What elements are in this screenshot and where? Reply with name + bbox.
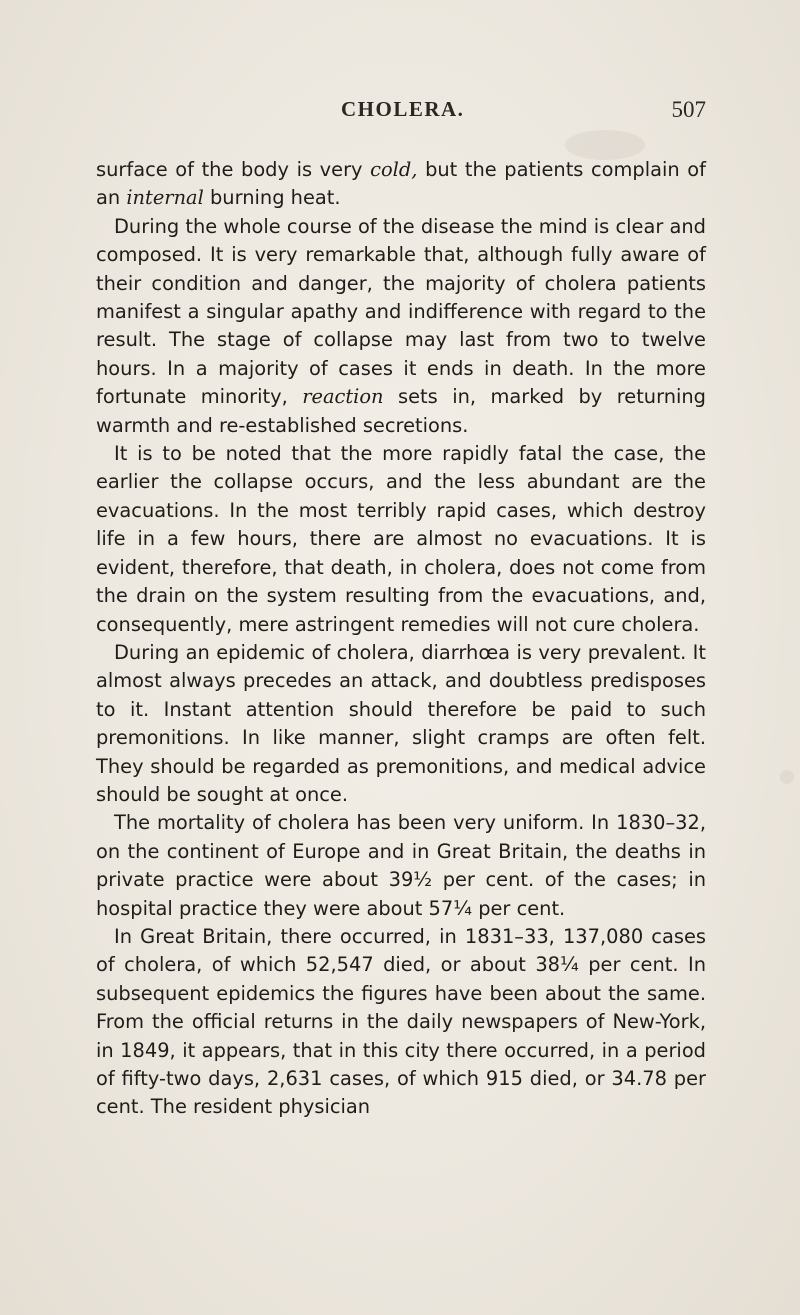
text-run: During the whole course of the disease the mind is clear and composed. It is very remarkable that, although fully aware of their condition and danger, the majority of cholera patients manifest a singular apathy and indifference with regard to the result. The stage of collapse may last from two to twelve hours. In a majority of cases it ends in death. In the more fortunate minority, [96,214,706,409]
text-run: surface of the body is very [96,158,371,181]
paragraph: In Great Britain, there occurred, in 1831–33, 137,080 cases of cholera, of which 52,547 died, or about 38¼ per cent. In subsequent epidemics the figures have been about the same. From the official returns in the daily newspapers of New-York, in 1849, it appears, that in this city there occurred, in a period of fifty-two days, 2,631 cases, of which 915 died, or 34.78 per cent. The resident physician [96,924,706,1119]
paragraph [96,156,706,213]
paragraph: During an epidemic of cholera, diarrhœa is very prevalent. It almost always precedes an attack, and doubtless predisposes to it. Instant attention should therefore be paid to such premonitions. In like manner, slight cramps are often felt. They should be regarded as premonitions, and medical advice should be sought at once. [96,640,706,806]
text-run: but the patients complain of an [96,158,706,210]
italic-text: cold, [370,158,418,181]
paragraph [96,213,706,440]
text-run: sets in, marked by returning warmth and re-established secretions. [96,385,706,437]
running-head [96,97,706,127]
paragraph: It is to be noted that the more rapidly fatal the case, the earlier the collapse occurs, and the less abundant are the evacuations. In the most terribly rapid cases, which destroy life in a few hours, there are almost no evacuations. It is evident, therefore, that death, in cholera, does not come from the drain on the system resulting from the evacuations, and, consequently, mere astringent remedies will not cure cholera. [96,442,706,636]
paragraph: The mortality of cholera has been very uniform. In 1830–32, on the continent of Europe and in Great Britain, the deaths in private practice were about 39½ per cent. of the cases; in hospital practice they were about 57¼ per cent. [96,811,706,920]
body-text [96,156,706,1122]
italic-text: reaction [302,385,384,409]
page-number: 507 [671,97,706,122]
running-title: CHOLERA. [341,97,465,121]
text-run: burning heat. [203,186,341,210]
italic-text: internal [126,186,204,210]
paper-stain [780,770,794,784]
